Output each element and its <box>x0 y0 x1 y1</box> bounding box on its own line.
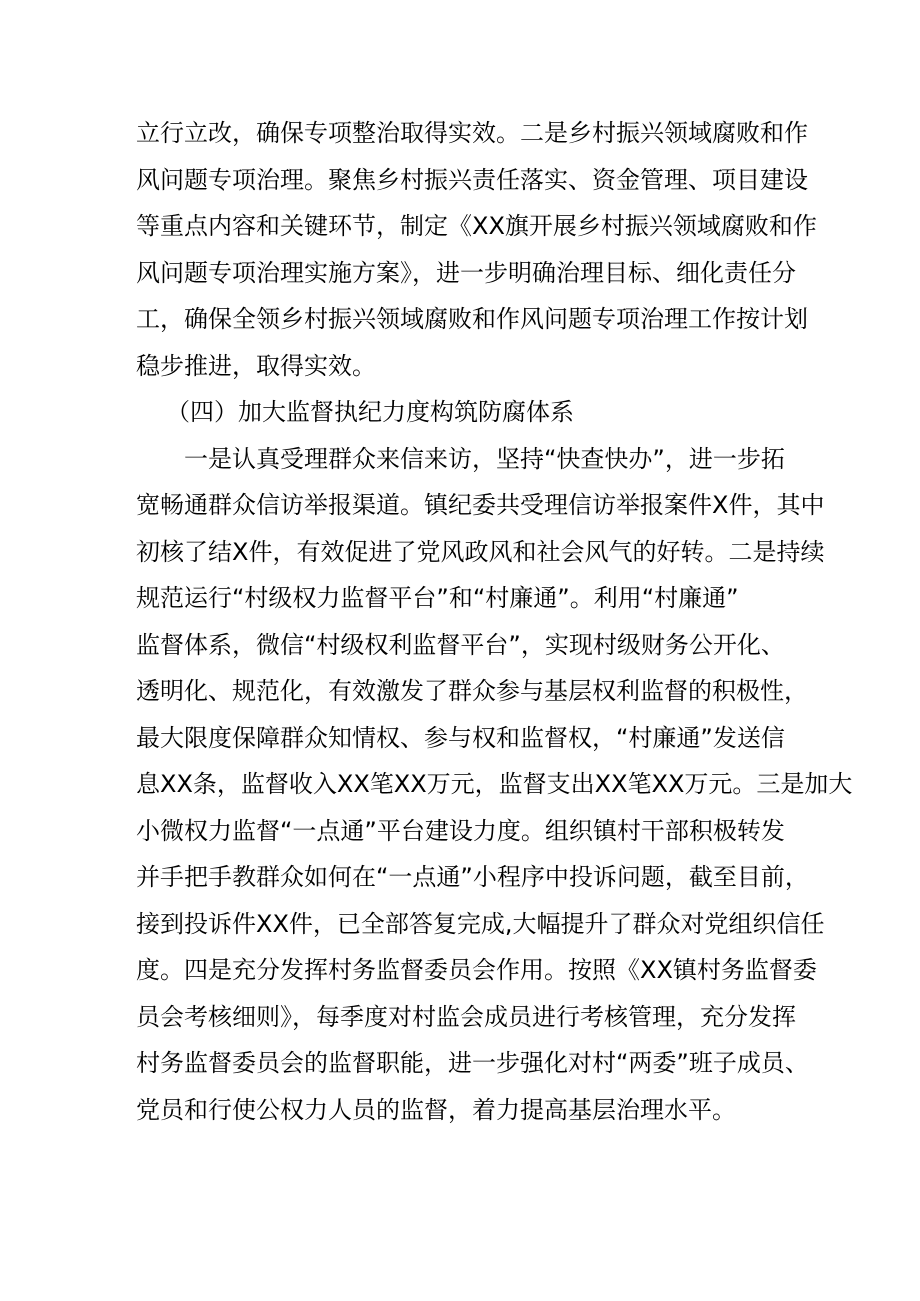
paragraph-line: 员会考核细则》，每季度对村监会成员进行考核管理，充分发挥 <box>136 1002 796 1031</box>
paragraph-line: 宽畅通群众信访举报渠道。镇纪委共受理信访举报案件X件，其中 <box>136 491 825 519</box>
section-heading: （四）加大监督执纪力度构筑防腐体系 <box>166 398 574 426</box>
paragraph-first-line: 一是认真受理群众来信来访，坚持“快查快办”，进一步拓 <box>184 444 785 473</box>
paragraph-line: 风问题专项治理。聚焦乡村振兴责任落实、资金管理、项目建设 <box>136 165 808 194</box>
paragraph-line: 等重点内容和关键环节，制定《XX旗开展乡村振兴领域腐败和作 <box>136 212 817 240</box>
paragraph-line: 度。四是充分发挥村务监督委员会作用。按照《XX镇村务监督委 <box>136 956 817 984</box>
paragraph-line: 风问题专项治理实施方案》，进一步明确治理目标、细化责任分 <box>136 258 796 287</box>
paragraph-line: 初核了结X件，有效促进了党风政风和社会风气的好转。二是持续 <box>136 537 825 566</box>
paragraph-line: 立行立改，确保专项整治取得实效。二是乡村振兴领域腐败和作 <box>136 119 808 147</box>
body-text <box>136 110 853 1133</box>
paragraph-line: 党员和行使公权力人员的监督，着力提高基层治理水平。 <box>136 1095 736 1124</box>
paragraph-line: 规范运行“村级权力监督平台”和“村廉通”。利用“村廉通” <box>136 584 739 612</box>
paragraph-line: 稳步推进，取得实效。 <box>136 351 376 380</box>
paragraph-line: 监督体系，微信“村级权利监督平台”，实现村级财务公开化、 <box>136 630 785 659</box>
paragraph-line: 并手把手教群众如何在“一点通”小程序中投诉问题，截至目前， <box>136 863 809 891</box>
paragraph-line: 息XX条，监督收入XX笔XX万元，监督支出XX笔XX万元。三是加大 <box>136 770 853 798</box>
paragraph-line: 接到投诉件XX件，已全部答复完成,大幅提升了群众对党组织信任 <box>136 909 825 938</box>
paragraph-line: 最大限度保障群众知情权、参与权和监督权，“村廉通”发送信 <box>136 723 785 752</box>
paragraph-line: 村务监督委员会的监督职能，进一步强化对村“两委”班子成员、 <box>136 1049 809 1077</box>
paragraph-line: 工，确保全领乡村振兴领域腐败和作风问题专项治理工作按计划 <box>136 305 808 333</box>
paragraph-line: 透明化、规范化，有效激发了群众参与基层权利监督的积极性， <box>136 677 808 705</box>
paragraph-line: 小微权力监督“一点通”平台建设力度。组织镇村干部积极转发 <box>136 816 785 845</box>
